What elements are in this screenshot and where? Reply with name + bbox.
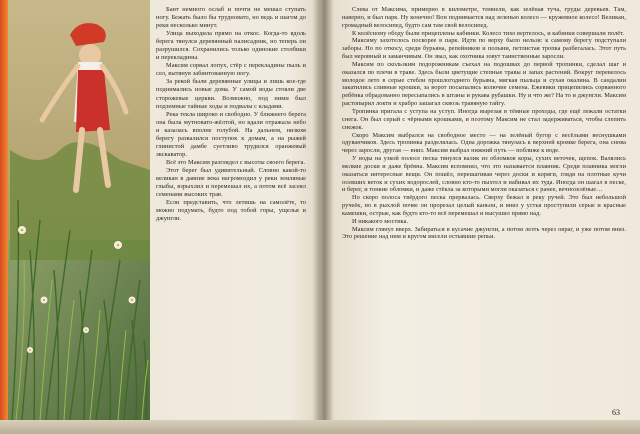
paragraph: И никакого мостика. <box>352 217 409 225</box>
paragraph: К колёсному ободу были прицеплены кабинки. Колесо тихо вертелось, и кабинки совершали полёт. <box>352 29 625 37</box>
paragraph: Всё это Максим разглядел с высоты своего берега. <box>166 158 306 166</box>
right-page-text <box>342 6 626 416</box>
paragraph: Но скоро полоса твёрдого песка прервалась. Сверху бежал в реку ручей. Это был небольшой ручеёк, но в рыхлой почве он прорезал целый каньон, и вниз у устья проступили серые и красные камешки, острые, как будто кто-то всё перемешал и высушил прямо над. <box>342 194 626 217</box>
illustration-boy-in-grass <box>0 0 150 420</box>
paragraph: Бант немного ослаб и почти не мешал ступать ногу. Бежать было бы трудновато, но ведь и шагом до реки несколько минут. <box>156 6 306 30</box>
paragraph: Скоро Максим выбрался на свободное место — на зелёный бугор с весёлыми веснушками одуванчиков. Здесь тропинка разделялась. Одна дорожка тянулась к верхней кромке берега, она снова через заросли, другая — вниз. Максим выбрал нижний путь — поближе к воде. <box>342 131 626 155</box>
paragraph: Максиму захотелось поскорее в парк. Идти по верху было нельзя: к самому берегу подступали заборы. Но по откосу, среди бурьяна, репейников и полыни, петлистая тропка разбегалась. Этот путь был неровный и заманчивым. Он звал, как охотника зовут таинственные заросли. <box>342 37 626 61</box>
paragraph: Максим сорвал лопух, стёр с перекладины пыль и сел, вытянув забинтованную ногу. <box>156 62 306 78</box>
paragraph: У воды на узкой полосе песка тянулся валик из обломков коры, сухих веточек, щепок. Валялись мелкие доски и даже брёвна. Максим вспомнил, что это называется плавник. Среди плавника могли оказаться интересные вещи. Он пошёл, перешагивая через доски и коряги, глядя на плотные кучи осевших веток и сухих водорослей, словно кто-то пыхтел и набивал их туда. Иногда он шагал в песке, и берег, и тонкие обломки, и даже стёкла за которыми могли оказаться с ранее, вечнозелёные… <box>342 155 626 194</box>
book-illustration <box>0 0 150 420</box>
paragraph: Максим по скользким подорожникам съехал на подошвах до первой тропинки, сделал шаг и оказался по плечи в траве. Здесь были цветущие степные травы и запах растений. Вокруг перевелось молодое лето в серые стебли прошлогоднего бурьяна, мягкая пыльца и сухая окалина. В сандалии закатились сливные крошки, за ворот посыпались колючие семена. Ежевики прицепились сорванного ребёнка обрадованно пересыпались в штаны и рукава рубашки. Ну и что же? На то и джунгли. Максим растопырил локти и храбро зашагал сквозь травяную тайгу. <box>342 60 626 108</box>
paragraph: Если представить, что летишь на самолёте, то можно подумать, будто под тобой горы, ущелья и джунгли. <box>156 199 306 223</box>
page-number: 63 <box>612 408 620 417</box>
paragraph: Тропинка пригала с уступа на уступ. Иногда вырезая в тёмные проходы, где ещё лежали остатки снега. Он был серый с чёрными крошками, и поэтому Максим не стал задерживаться, чтобы слепить снежок. <box>342 107 626 131</box>
paragraph: Слева от Максима, примерно в километре, темнели, как зелёная туча, груды деревьев. Там, наверно, и был парк. Ну конечно! Вон поднимается над зеленью колесо — кружевное колесо! Великан, громадный велосипед, будто сам там свой велосипед. <box>342 6 626 29</box>
paragraph: За рекой были деревянные улицы и лишь кое-где поднимались новые дома. У самой воды стояли две сторожевые церкви. Возможно, под ними был подземные тайные ходы и подвалы с кладами. <box>156 78 306 110</box>
paragraph: Этот берег был удивительный. Словно какой-то великан в давние века нагромоздил у реки земляные глыбы, взрыхлил и перемешал их, а потом всё засеял семенами высоких трав. <box>156 166 306 199</box>
page-bottom-edge <box>0 420 640 434</box>
paragraph: Улица выходила прямо на откос. Когда-то вдоль берега тянулся деревянный палисадник, но теперь он разрушился. Сохранились только одинокие столбики и перекладины. <box>156 30 306 62</box>
book-spine <box>312 0 334 434</box>
paragraph: Максим глянул вверх. Забираться в кусачие джунгли, а потом лезть через овраг, и уже потом вниз. Это решение над ним и кругом висели остывшие репьи. <box>342 225 626 241</box>
left-page-text <box>156 6 306 416</box>
paragraph: Река текла широко и свободно. У ближнего берега она была мутновато-жёлтой, но вдали отражала небо и казалась вполне голубой. На дальнем, низком берегу развалился поступок к домам, а на рыжей глинистой дамбе суетливо трудился оранжевый экскаватор. <box>156 110 306 158</box>
